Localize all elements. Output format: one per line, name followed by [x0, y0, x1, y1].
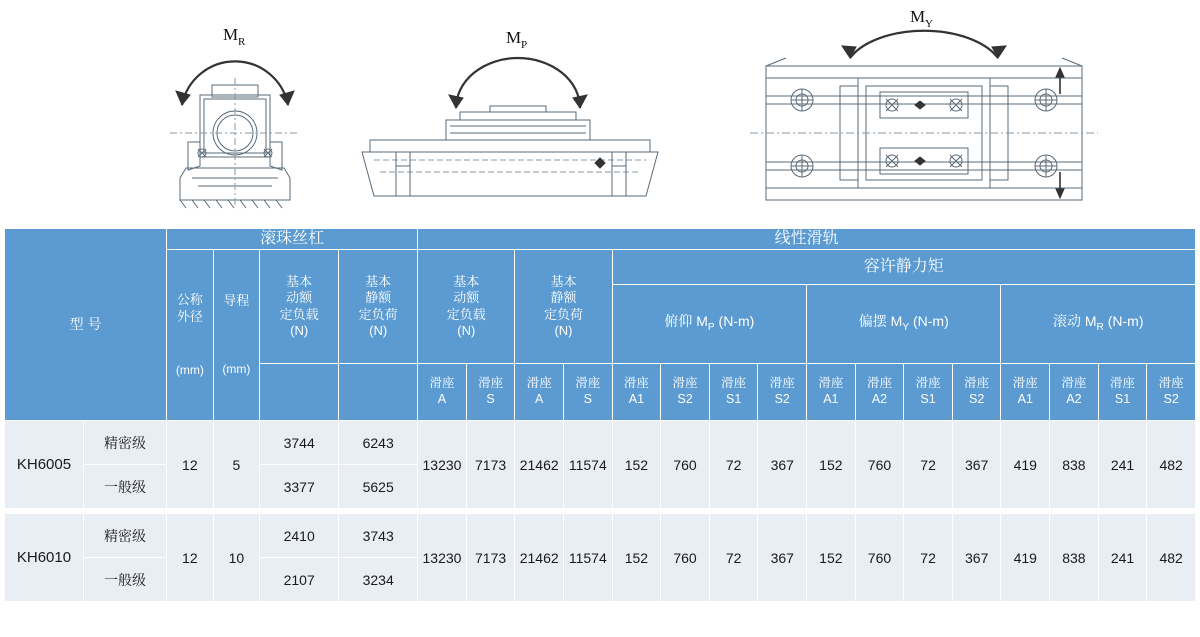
col-roll-block-a1: 滑座 A1 — [1001, 364, 1050, 421]
diagram-moment-mr — [140, 0, 330, 215]
col-yaw-block-s1: 滑座 S1 — [904, 364, 953, 421]
row-lr-static-s: 11574 — [564, 514, 613, 602]
row-yaw-s2: 367 — [952, 421, 1001, 509]
row-roll-a2: 838 — [1050, 514, 1099, 602]
row-pitch-a1: 152 — [612, 514, 661, 602]
row-roll-a1: 419 — [1001, 421, 1050, 509]
col-yaw-moment: 偏摆 $M_Y$ (N-m) — [807, 285, 1001, 364]
row-lr-static-s: 11574 — [564, 421, 613, 509]
col-lr-dynamic: 基本 动额 定负载 (N) — [418, 250, 515, 364]
row-grade: 精密级 — [83, 421, 166, 465]
row-nominal-diameter: 12 — [167, 421, 214, 509]
row-roll-a2: 838 — [1050, 421, 1099, 509]
row-grade: 一般级 — [83, 465, 166, 509]
col-yaw-block-s2: 滑座 S2 — [952, 364, 1001, 421]
row-bs-static: 5625 — [339, 465, 418, 509]
row-pitch-s2: 760 — [661, 421, 710, 509]
group-static-moment: 容许静力矩 — [612, 250, 1195, 285]
row-pitch-a1: 152 — [612, 421, 661, 509]
mp-label: M — [506, 28, 522, 47]
row-pitch-s2: 760 — [661, 514, 710, 602]
col-yaw-block-a2: 滑座 A2 — [855, 364, 904, 421]
row-model: KH6010 — [5, 514, 84, 602]
col-yaw-block-a1: 滑座 A1 — [807, 364, 856, 421]
my-sublabel: Y — [925, 18, 933, 30]
col-roll-moment: 滚动 $M_R$ (N-m) — [1001, 285, 1196, 364]
row-roll-s2: 482 — [1147, 514, 1196, 602]
row-lr-dynamic-s: 7173 — [466, 514, 515, 602]
table-row — [5, 421, 1196, 465]
col-pitch-block-s2b: 滑座 S2 — [758, 364, 807, 421]
col-bs-dynamic: 基本 动额 定负载 (N) — [260, 250, 339, 364]
table-header-row-1 — [5, 229, 1196, 250]
row-lead: 10 — [213, 514, 260, 602]
diagram-row — [0, 0, 1200, 228]
mr-label: M — [223, 25, 239, 44]
col-roll-block-s1: 滑座 S1 — [1098, 364, 1147, 421]
row-yaw-a2: 760 — [855, 421, 904, 509]
row-yaw-a1: 152 — [807, 514, 856, 602]
row-bs-static: 3234 — [339, 558, 418, 602]
col-lrsta-block-s: 滑座 S — [564, 364, 613, 421]
specification-table — [4, 228, 1196, 602]
col-nominal-diameter — [167, 250, 214, 421]
row-bs-dynamic: 2107 — [260, 558, 339, 602]
row-bs-dynamic: 3377 — [260, 465, 339, 509]
mp-sublabel: P — [521, 39, 528, 51]
row-nominal-diameter: 12 — [167, 514, 214, 602]
col-model-label: 型 号 — [69, 315, 102, 332]
row-grade: 精密级 — [83, 514, 166, 558]
diagram-moment-my — [730, 0, 1120, 215]
col-roll-block-s2: 滑座 S2 — [1147, 364, 1196, 421]
lead-unit: (mm) — [222, 361, 251, 376]
row-bs-static: 3743 — [339, 514, 418, 558]
row-model: KH6005 — [5, 421, 84, 509]
row-pitch-s1: 72 — [709, 421, 758, 509]
col-pitch-block-s2: 滑座 S2 — [661, 364, 710, 421]
col-pitch-block-a1: 滑座 A1 — [612, 364, 661, 421]
col-bs-static: 基本 静额 定负荷 (N) — [339, 250, 418, 364]
col-model-header — [5, 229, 167, 421]
row-lr-dynamic-a: 13230 — [418, 421, 467, 509]
col-lrsta-block-a: 滑座 A — [515, 364, 564, 421]
row-yaw-s2: 367 — [952, 514, 1001, 602]
lead-label: 导程 — [223, 293, 250, 309]
row-lr-dynamic-a: 13230 — [418, 514, 467, 602]
row-roll-a1: 419 — [1001, 514, 1050, 602]
mr-sublabel: R — [238, 36, 246, 48]
row-yaw-a2: 760 — [855, 514, 904, 602]
group-ballscrew: 滚珠丝杠 — [167, 229, 418, 250]
table-row — [5, 514, 1196, 558]
group-linear-rail: 线性滑轨 — [418, 229, 1196, 250]
my-label: M — [910, 7, 926, 26]
row-bs-dynamic: 2410 — [260, 514, 339, 558]
col-lrdyn-block-a: 滑座 A — [418, 364, 467, 421]
diagram-moment-mp — [350, 0, 670, 215]
row-yaw-s1: 72 — [904, 421, 953, 509]
row-lr-dynamic-s: 7173 — [466, 421, 515, 509]
nominal-diameter-line2: 外径 — [176, 308, 203, 324]
row-yaw-s1: 72 — [904, 514, 953, 602]
row-bs-dynamic: 3744 — [260, 421, 339, 465]
row-yaw-a1: 152 — [807, 421, 856, 509]
row-bs-static: 6243 — [339, 421, 418, 465]
table-header-row-2 — [5, 250, 1196, 285]
col-lead — [213, 250, 260, 421]
col-roll-block-a2: 滑座 A2 — [1050, 364, 1099, 421]
row-grade: 一般级 — [83, 558, 166, 602]
col-pitch-moment: 俯仰 $M_P$ (N-m) — [612, 285, 806, 364]
row-pitch-s1: 72 — [709, 514, 758, 602]
row-roll-s1: 241 — [1098, 514, 1147, 602]
nominal-diameter-unit: (mm) — [175, 362, 204, 377]
col-block-empty-2 — [339, 364, 418, 421]
row-roll-s1: 241 — [1098, 421, 1147, 509]
col-lrdyn-block-s: 滑座 S — [466, 364, 515, 421]
row-lr-static-a: 21462 — [515, 514, 564, 602]
col-block-empty-1 — [260, 364, 339, 421]
nominal-diameter-line1: 公称 — [176, 292, 203, 308]
col-lr-static: 基本 静额 定负荷 (N) — [515, 250, 612, 364]
row-pitch-s2b: 367 — [758, 421, 807, 509]
row-lead: 5 — [213, 421, 260, 509]
row-pitch-s2b: 367 — [758, 514, 807, 602]
col-pitch-block-s1: 滑座 S1 — [709, 364, 758, 421]
row-lr-static-a: 21462 — [515, 421, 564, 509]
row-roll-s2: 482 — [1147, 421, 1196, 509]
